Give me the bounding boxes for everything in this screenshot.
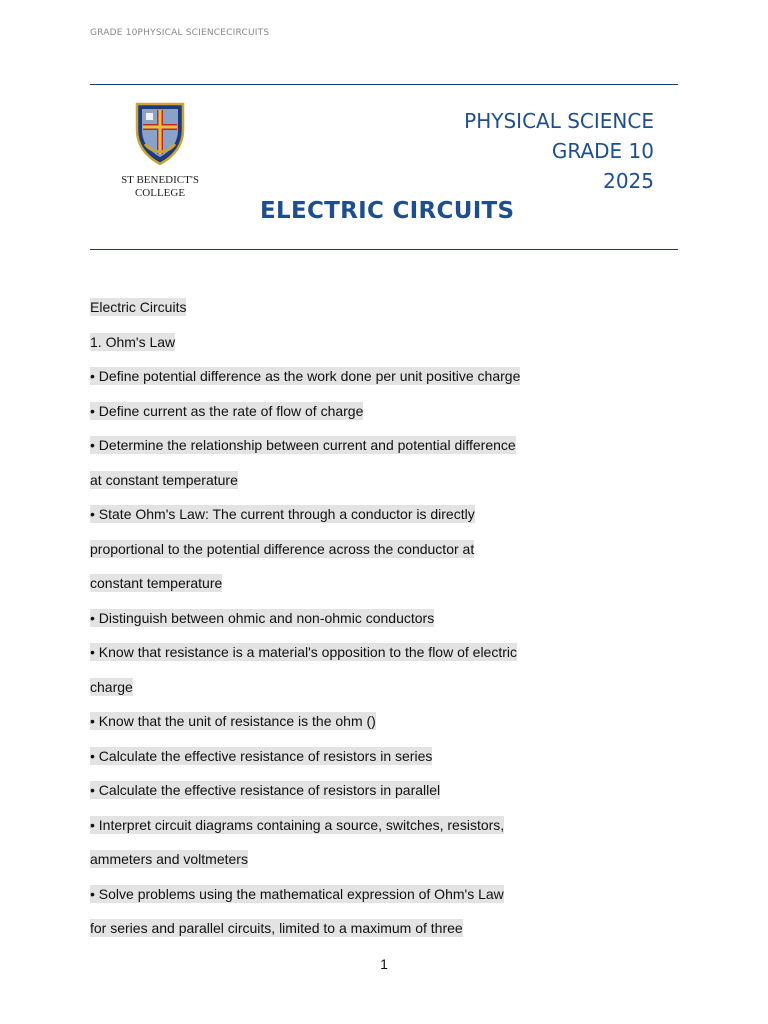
text-line (90, 428, 520, 463)
text-line (90, 635, 520, 670)
text-line-content: • Define current as the rate of flow of charge (90, 402, 364, 419)
text-line (90, 497, 520, 532)
text-line (90, 877, 520, 912)
running-header: GRADE 10PHYSICAL SCIENCECIRCUITS (90, 28, 270, 38)
year-label: 2025 (603, 169, 654, 193)
text-line (90, 704, 520, 739)
text-line-content: • Calculate the effective resistance of resistors in series (90, 747, 433, 764)
text-line (90, 670, 520, 705)
subject-label: PHYSICAL SCIENCE (464, 109, 654, 133)
text-line-content: • Know that the unit of resistance is the ohm () (90, 713, 376, 730)
bottom-divider (90, 249, 678, 250)
text-line (90, 532, 520, 567)
body-text (90, 290, 520, 946)
text-line (90, 325, 520, 360)
text-line (90, 359, 520, 394)
text-line (90, 842, 520, 877)
text-line-content: • Distinguish between ohmic and non-ohmic conductors (90, 609, 435, 626)
text-line (90, 739, 520, 774)
text-line (90, 290, 520, 325)
text-line (90, 601, 520, 636)
text-line-content: 1. Ohm's Law (90, 333, 176, 350)
text-line-content: charge (90, 678, 133, 695)
text-line (90, 808, 520, 843)
text-line-content: • Define potential difference as the work done per unit positive charge (90, 368, 521, 385)
text-line-content: • Calculate the effective resistance of resistors in parallel (90, 782, 441, 799)
logo-line-2: COLLEGE (134, 187, 186, 199)
title-block (464, 106, 654, 196)
document-title: ELECTRIC CIRCUITS (260, 198, 515, 224)
text-line-content: • Solve problems using the mathematical expression of Ohm's Law (90, 885, 504, 902)
top-divider (90, 84, 678, 85)
text-line-content: • Know that resistance is a material's opposition to the flow of electric (90, 644, 517, 661)
text-line-content: • State Ohm's Law: The current through a conductor is directly (90, 506, 475, 523)
text-line (90, 394, 520, 429)
text-line (90, 566, 520, 601)
grade-label: GRADE 10 (551, 139, 654, 163)
text-line-content: at constant temperature (90, 471, 238, 488)
page-number: 1 (380, 956, 388, 972)
crest-icon (133, 100, 187, 166)
text-line-content: Electric Circuits (90, 299, 187, 316)
text-line (90, 463, 520, 498)
text-line-content: ammeters and voltmeters (90, 851, 248, 868)
logo-line-1: ST BENEDICT'S (121, 174, 199, 186)
text-line-content: proportional to the potential difference across the conductor at (90, 540, 475, 557)
school-logo (110, 100, 210, 200)
text-line-content: • Determine the relationship between current and potential difference (90, 437, 516, 454)
text-line (90, 911, 520, 946)
text-line-content: • Interpret circuit diagrams containing a source, switches, resistors, (90, 816, 505, 833)
text-line-content: constant temperature (90, 575, 223, 592)
text-line-content: for series and parallel circuits, limited to a maximum of three (90, 920, 463, 937)
text-line (90, 773, 520, 808)
